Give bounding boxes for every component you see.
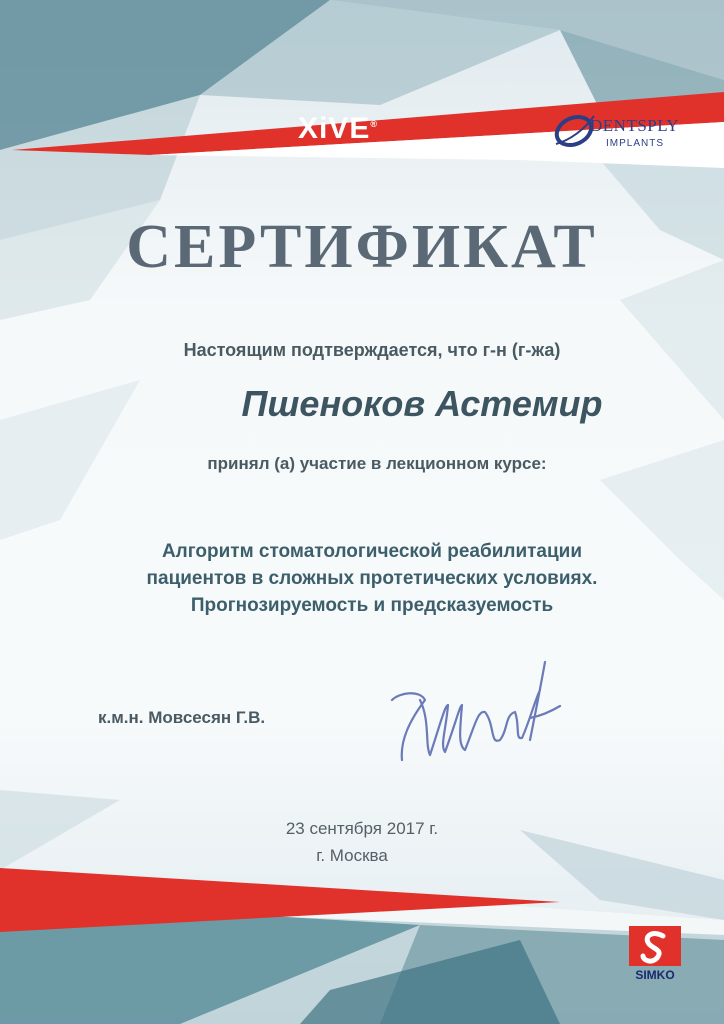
lecturer-name: к.м.н. Мовсесян Г.В. (98, 708, 266, 727)
course-line-3: Прогнозируемость и предсказуемость (190, 595, 554, 616)
certificate-title: СЕРТИФИКАТ (126, 213, 598, 281)
issue-city: г. Москва (316, 846, 388, 865)
xive-logo: XiVE® (298, 112, 379, 145)
course-title (0, 538, 724, 619)
dentsply-logo-text: DENTSPLY (590, 116, 680, 135)
participated-line: принял (а) участие в лекционном курсе: (207, 454, 547, 473)
confirm-line: Настоящим подтверждается, что г-н (г-жа) (183, 340, 561, 360)
issue-date: 23 сентября 2017 г. (285, 819, 439, 838)
course-line-2: пациентов в сложных протетических условиях. (146, 568, 598, 589)
recipient-name: Пшеноков Астемир (241, 383, 603, 424)
signature (392, 662, 560, 760)
implants-logo-text: IMPLANTS (606, 138, 665, 149)
course-line-1: Алгоритм стоматологической реабилитации (161, 541, 583, 562)
simko-logo-text: SIMKO (635, 968, 675, 982)
